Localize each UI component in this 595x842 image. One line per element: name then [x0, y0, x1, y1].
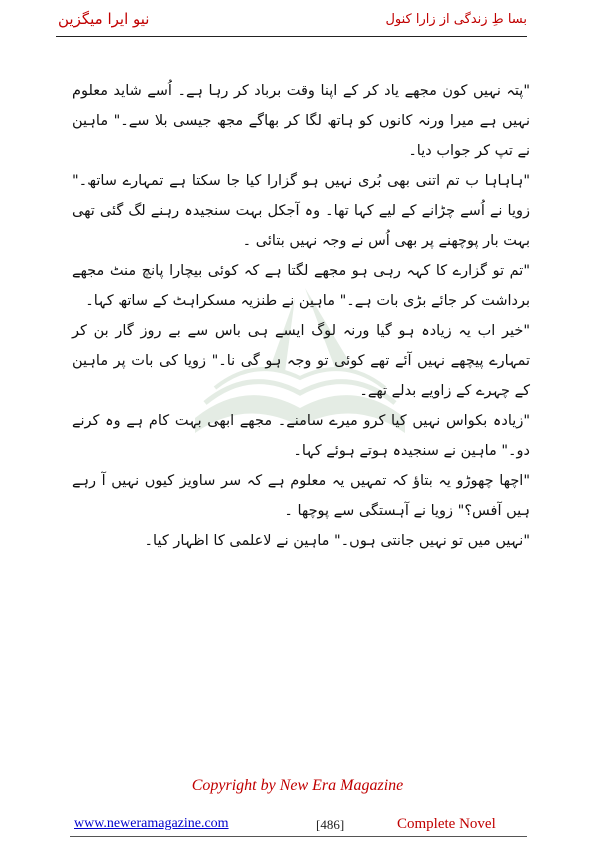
story-text — [72, 76, 530, 556]
copyright-notice: Copyright by New Era Magazine — [191, 777, 404, 794]
page-header — [58, 8, 527, 36]
website-link[interactable]: www.neweramagazine.com — [74, 816, 229, 831]
paragraph: "زیادہ بکواس نہیں کیا کرو میرے سامنے۔ مجھے ابھی بہت کام ہے وہ کرنے دو۔" ماہین نے سنجیدہ ہوتے ہوئے کہا۔ — [72, 413, 530, 459]
novel-title: بسا طِ زندگی از زارا کنول — [385, 12, 527, 27]
paragraph: "ہاہاہا ب تم اتنی بھی بُری نہیں ہو گزارا کیا جا سکتا ہے تمہارے ساتھ۔" زویا نے اُسے چڑانے کے لیے کہا تھا۔ وہ آجکل بہت سنجیدہ رہنے لگ گئی تھی بہت بار پوچھنے پر بھی اُس نے وجہ نہیں بتائی ۔ — [72, 173, 530, 249]
paragraph: "نہیں میں تو نہیں جانتی ہوں۔" ماہین نے لاعلمی کا اظہار کیا۔ — [144, 533, 530, 549]
paragraph: "خیر اب یہ زیادہ ہو گیا ورنہ لوگ ایسے ہی باس سے بے روز گار بن کر تمہارے پیچھے نہیں آئے تھے کوئی تو وجہ ہو گی نا۔" زویا کی بات پر ماہین کے چہرے کے زاویے بدلے تھے۔ — [72, 323, 530, 399]
paragraph: "اچھا چھوڑو یہ بتاؤ کہ تمہیں یہ معلوم ہے کہ سر ساویز کیوں نہیں آ رہے ہیں آفس؟" زویا نے آہستگی سے پوچھا ۔ — [72, 473, 530, 519]
page-footer — [0, 816, 595, 836]
paragraph: "تم تو گزارے کا کہہ رہی ہو مجھے لگتا ہے کہ کوئی بیچارا پانچ منٹ مجھے برداشت کر جائے بڑی بات ہے۔" ماہین نے طنزیہ مسکراہٹ کے ساتھ کہا۔ — [72, 263, 530, 309]
paragraph: "پتہ نہیں کون مجھے یاد کر کے اپنا وقت برباد کر رہا ہے۔ اُسے شاید معلوم نہیں ہے میرا ورنہ کانوں کو ہاتھ لگا کر بھاگے مجھ جیسی بلا سے۔" ماہین نے تپ کر جواب دیا۔ — [72, 83, 530, 159]
footer-divider — [70, 836, 527, 837]
header-divider — [56, 36, 527, 37]
magazine-name: نیو ایرا میگزین — [58, 10, 150, 28]
section-label: Complete Novel — [397, 816, 496, 832]
page-number: [486] — [316, 817, 345, 832]
